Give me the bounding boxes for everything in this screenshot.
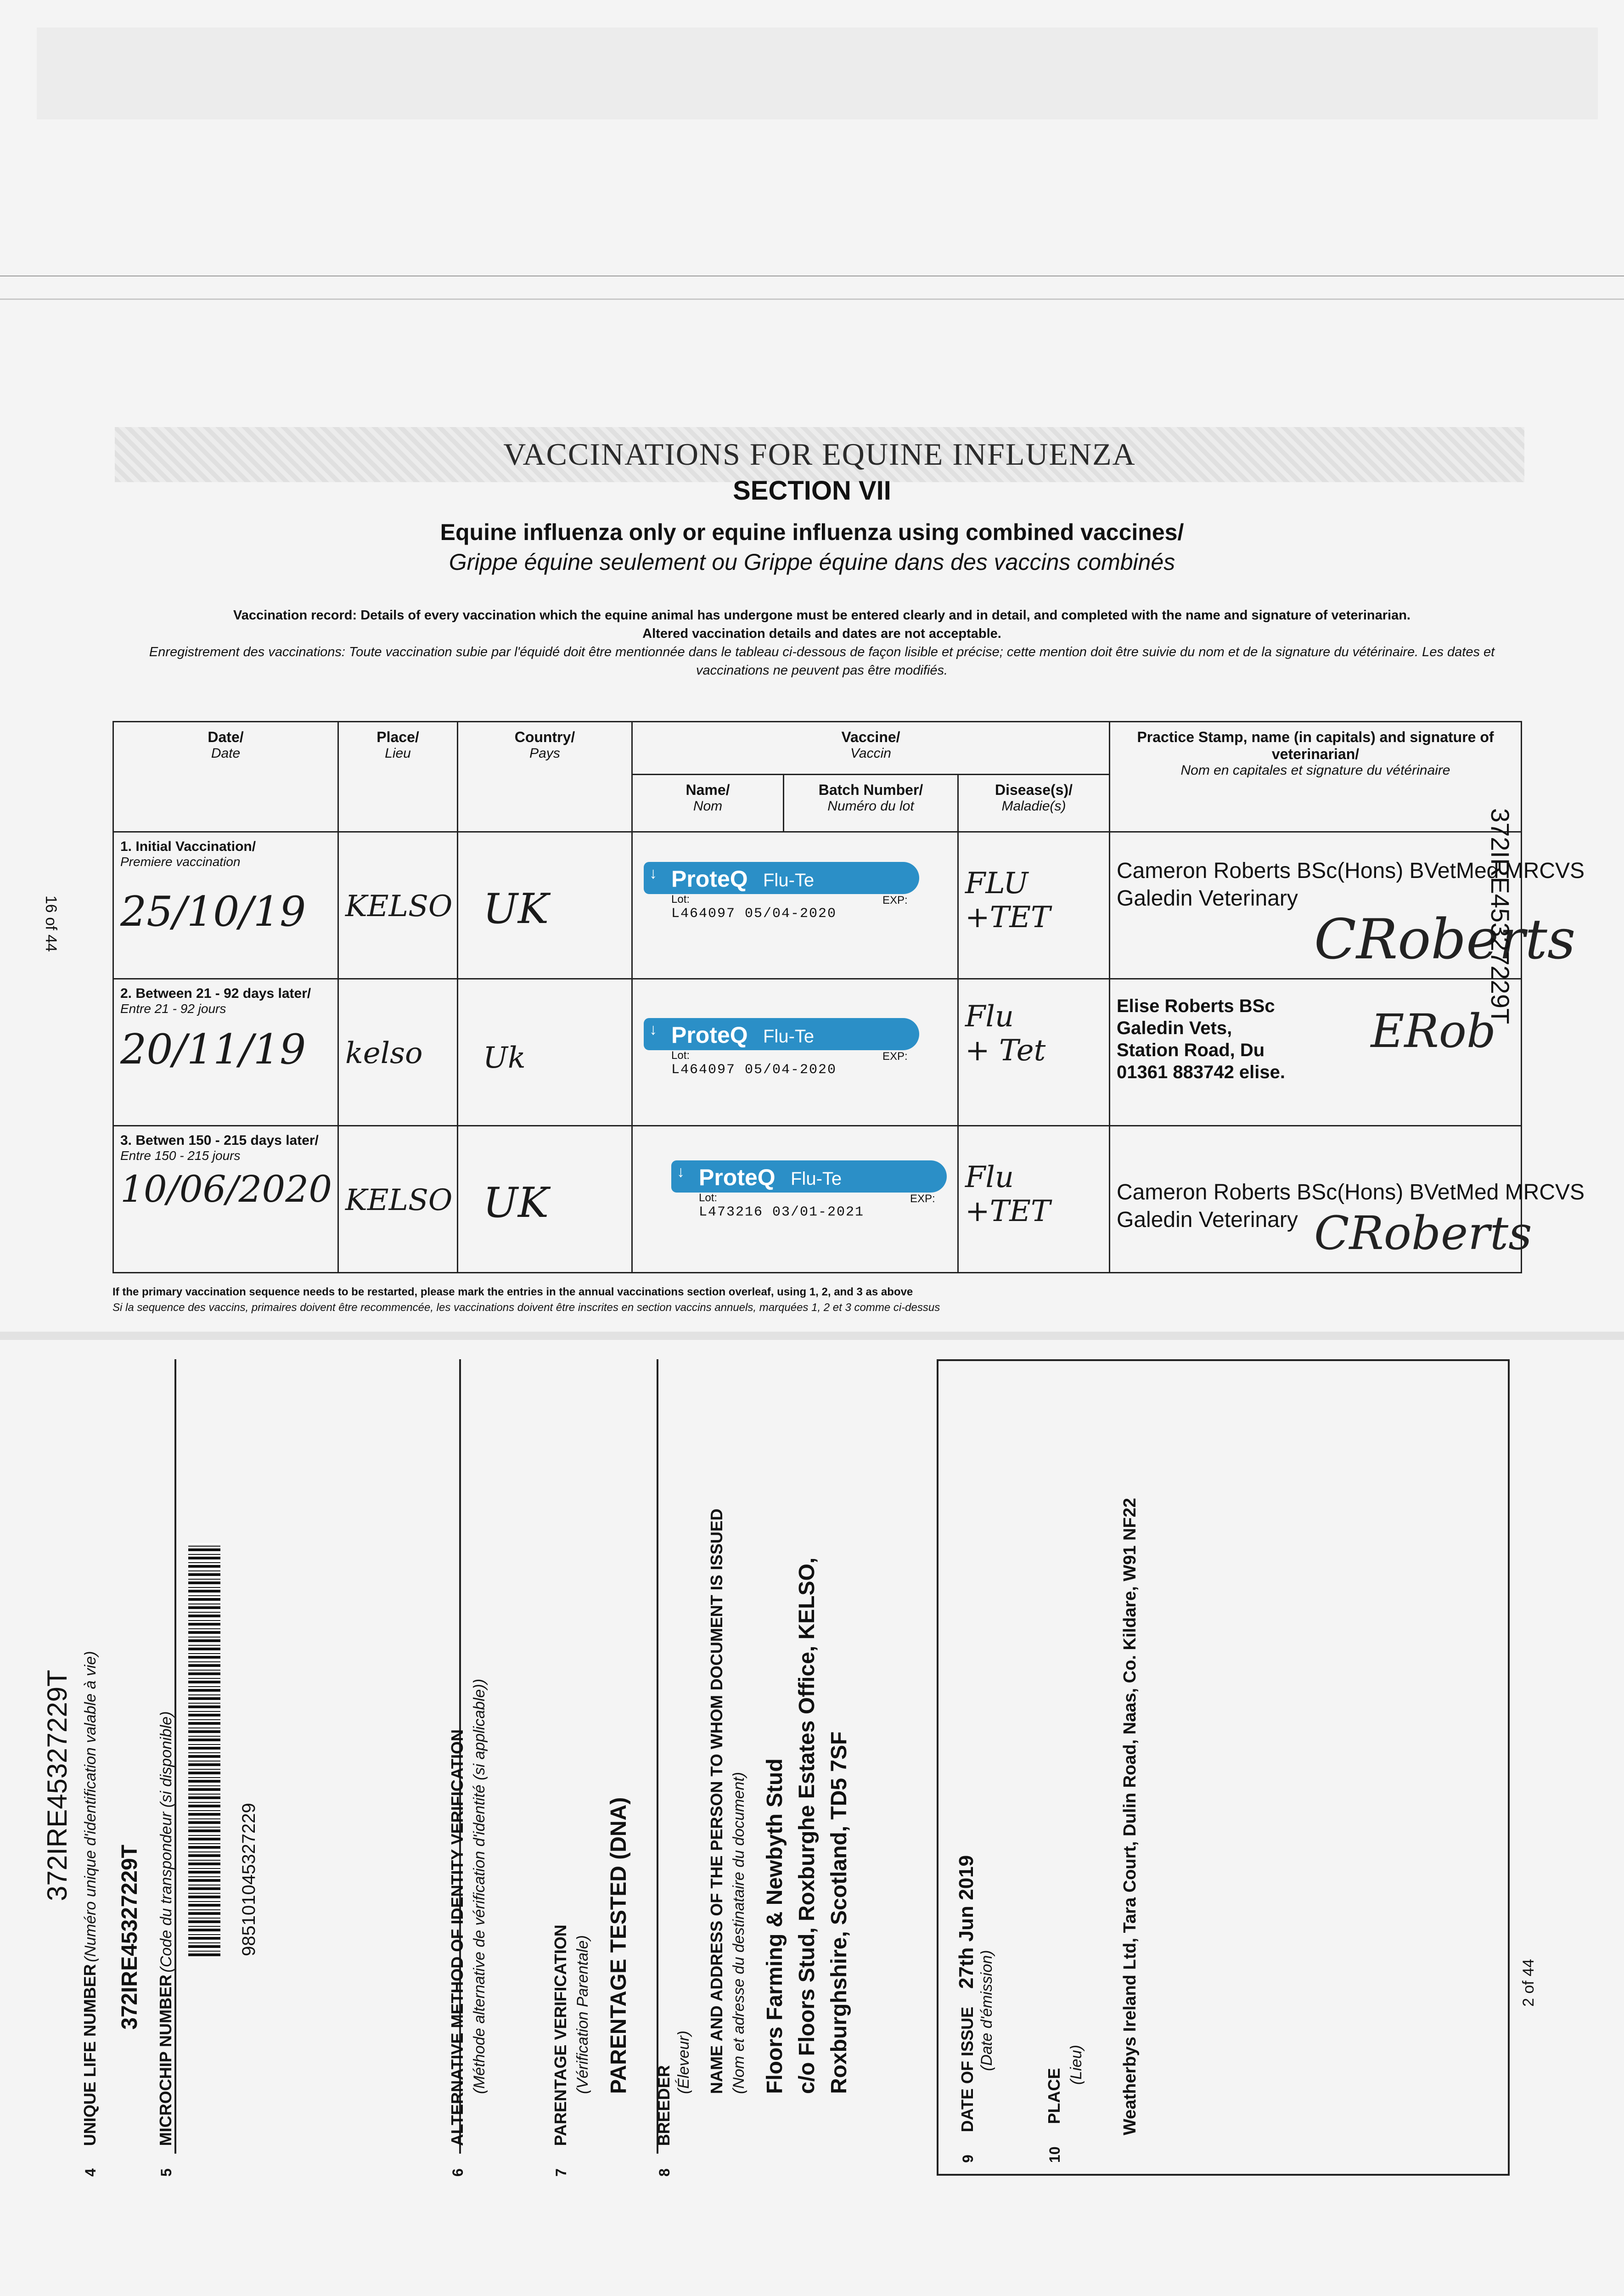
vaccine-sticker-cell — [632, 832, 958, 979]
stamp-cell — [1110, 1126, 1585, 1273]
handwritten-disease: Flu — [965, 1160, 1014, 1194]
vet-stamp-practice: Galedin Veterinary — [1117, 1208, 1298, 1232]
row-label-fr: Entre 150 - 215 jours — [120, 1148, 241, 1163]
footnote-fr: Si la sequence des vaccins, primaires doivent être recommencée, les vaccinations doivent être inscrites en section vaccins annuels, marquées 1, 2 et 3 comme ci-dessus — [112, 1301, 940, 1314]
field-label: PARENTAGE VERIFICATION — [551, 1925, 570, 2146]
microchip-barcode — [188, 1543, 220, 1956]
field-label-fr: (Lieu) — [1068, 2045, 1085, 2085]
sticker-product: Flu-Te — [763, 870, 815, 890]
row-date-cell — [113, 832, 338, 979]
place-cell — [338, 1126, 458, 1273]
section-title: SECTION VII — [733, 476, 891, 506]
field-label: DATE OF ISSUE — [958, 2006, 977, 2133]
record-note-line: Vaccination record: Details of every vaccination which the equine animal has undergone must be entered clearly and in detail, and completed with the name and signature of veterinarian. — [233, 608, 1410, 623]
issued-to-label-fr: (Nom et adresse du destinataire du document) — [730, 1772, 747, 2094]
vet-stamp-phone: 01361 883742 elise. — [1117, 1062, 1286, 1082]
handwritten-place: KELSO — [345, 1183, 453, 1217]
row-label-fr: Premiere vaccination — [120, 855, 241, 869]
field-divider — [657, 1359, 658, 2154]
table-row — [113, 979, 1522, 1126]
handwritten-disease: FLU — [965, 867, 1028, 900]
unique-life-number-top: 372IRE45327229T — [42, 1670, 73, 1901]
vet-stamp-practice: Galedin Veterinary — [1117, 886, 1298, 911]
country-cell — [458, 979, 632, 1126]
header-batch: Batch Number/ Numéro du lot — [784, 775, 958, 832]
sticker-arrow-icon: ↓ — [677, 1163, 685, 1181]
row-date-cell — [113, 1126, 338, 1273]
vet-stamp-name: Cameron Roberts BSc(Hons) BVetMed MRCVS — [1117, 859, 1585, 883]
sticker-exp-label: EXP: — [910, 1193, 935, 1205]
field-number: 9 — [960, 2155, 976, 2163]
vaccination-table — [112, 721, 1585, 1273]
handwritten-date: 25/10/19 — [120, 888, 306, 936]
sticker-lot-label: Lot: — [699, 1192, 718, 1204]
scan-shadow — [37, 28, 1598, 119]
row-label: 1. Initial Vaccination/ — [120, 839, 256, 854]
record-note-line: Altered vaccination details and dates are not acceptable. — [642, 626, 1001, 641]
footnote-en: If the primary vaccination sequence needs to be restarted, please mark the entries in the annual vaccinations section overleaf, using 1, 2, and 3 as above — [112, 1286, 913, 1298]
sticker-lot-value: L464097 05/04-2020 — [671, 906, 837, 922]
header-disease: Disease(s)/ Maladie(s) — [958, 775, 1110, 832]
disease-cell — [958, 1126, 1110, 1273]
unique-life-number: 372IRE45327229T — [118, 1845, 142, 2030]
disease-cell — [958, 832, 1110, 979]
sticker-brand: ProteQ — [671, 866, 748, 892]
handwritten-date: 20/11/19 — [120, 1025, 306, 1074]
issue-box — [937, 1359, 1510, 2176]
owner-name: Floors Farming & Newbyth Stud — [763, 1758, 787, 2094]
microchip-number: 985101045327229 — [239, 1803, 259, 1956]
record-note-en — [119, 606, 1524, 643]
field-label-fr: (Date d'émission) — [978, 1950, 995, 2071]
sticker-arrow-icon: ↓ — [649, 865, 657, 882]
header-vaccine-name: Name/ Nom — [632, 775, 784, 832]
vaccine-sticker — [644, 862, 924, 922]
handwritten-country: UK — [483, 1179, 549, 1227]
sticker-product: Flu-Te — [763, 1026, 815, 1047]
place-cell — [338, 832, 458, 979]
place-cell — [338, 979, 458, 1126]
field-number: 4 — [82, 2168, 99, 2177]
row-label: 2. Between 21 - 92 days later/ — [120, 986, 311, 1001]
field-label-fr: (Méthode alternative de vérification d'identité (si applicable)) — [471, 1678, 488, 2094]
field-label-fr: (Code du transpondeur (si disponible) — [157, 1711, 175, 1973]
field-number: 7 — [553, 2168, 569, 2177]
country-cell — [458, 832, 632, 979]
place-of-issue: Weatherbys Ireland Ltd, Tara Court, Dulin Road, Naas, Co. Kildare, W91 NF22 — [1120, 1498, 1140, 2135]
owner-address-line: Roxburghshire, Scotland, TD5 7SF — [827, 1731, 851, 2094]
country-cell — [458, 1126, 632, 1273]
sticker-arrow-icon: ↓ — [649, 1021, 657, 1038]
handwritten-country: Uk — [483, 1041, 526, 1075]
handwritten-place: kelso — [345, 1036, 423, 1070]
sticker-exp-label: EXP: — [882, 1050, 908, 1063]
vaccine-sticker-cell — [632, 1126, 958, 1273]
field-label-fr: (Numéro unique d'identification valable à vie) — [82, 1651, 99, 1962]
vaccine-sticker — [671, 1160, 951, 1220]
side-id-number: 372IRE45327229T — [1486, 808, 1515, 1024]
sticker-lot-label: Lot: — [671, 893, 690, 906]
page-number-top: 16 of 44 — [42, 895, 60, 952]
table-row — [113, 1126, 1522, 1273]
page-edge — [0, 298, 1624, 300]
vaccine-sticker — [644, 1018, 924, 1078]
field-label: BREEDER — [654, 2065, 673, 2146]
handwritten-country: UK — [483, 885, 549, 933]
page-fold — [0, 1332, 1624, 1340]
handwritten-date: 10/06/2020 — [120, 1168, 332, 1210]
field-label: PLACE — [1045, 2068, 1063, 2124]
field-label: ALTERNATIVE METHOD OF IDENTITY VERIFICATION — [448, 1729, 466, 2146]
vet-signature: CRoberts — [1314, 1206, 1532, 1260]
issued-to-label: NAME AND ADDRESS OF THE PERSON TO WHOM DOCUMENT IS ISSUED — [707, 1508, 726, 2094]
disease-cell — [958, 979, 1110, 1126]
vet-signature: CRoberts — [1314, 908, 1576, 972]
sticker-lot-value: L464097 05/04-2020 — [671, 1062, 837, 1078]
sticker-brand: ProteQ — [699, 1165, 775, 1190]
issue-date: 27th Jun 2019 — [955, 1855, 978, 1989]
field-label: UNIQUE LIFE NUMBER — [80, 1964, 99, 2146]
subtitle-fr: Grippe équine seulement ou Grippe équine dans des vaccins combinés — [449, 549, 1175, 575]
row-label-fr: Entre 21 - 92 jours — [120, 1002, 226, 1016]
row-label: 3. Betwen 150 - 215 days later/ — [120, 1133, 319, 1148]
handwritten-disease: Flu — [965, 1000, 1014, 1034]
sticker-brand: ProteQ — [671, 1022, 748, 1048]
sticker-exp-label: EXP: — [882, 894, 908, 906]
table-row — [113, 832, 1522, 979]
parentage-value: PARENTAGE TESTED (DNA) — [607, 1797, 631, 2094]
field-label-fr: (Vérification Parentale) — [574, 1935, 591, 2094]
header-country: Country/ Pays — [458, 722, 632, 832]
vet-stamp-name: Elise Roberts BSc — [1117, 996, 1275, 1016]
record-note-fr: Enregistrement des vaccinations: Toute vaccination subie par l'équidé doit être mentionnée dans le tableau ci-dessous de façon lisible et précise; cette mention doit être suivie du nom et de la signature du vétérinaire. Les dates et vaccinations ne peuvent pas être modifiés. — [149, 645, 1495, 678]
stamp-cell — [1110, 979, 1522, 1126]
handwritten-disease: + Tet — [965, 1034, 1046, 1068]
sticker-lot-label: Lot: — [671, 1049, 690, 1062]
handwritten-place: KELSO — [345, 889, 453, 923]
field-number: 6 — [450, 2168, 466, 2177]
banner — [115, 427, 1524, 482]
sticker-product: Flu-Te — [791, 1169, 842, 1189]
vaccine-sticker-cell — [632, 979, 958, 1126]
vet-signature: ERob — [1371, 1004, 1496, 1058]
header-stamp: Practice Stamp, name (in capitals) and signature of veterinarian/ Nom en capitales et signature du vétérinaire — [1110, 722, 1522, 832]
field-label-fr: (Éleveur) — [675, 2031, 692, 2094]
field-number: 8 — [656, 2168, 673, 2177]
header-vaccine: Vaccine/ Vaccin — [632, 722, 1110, 775]
banner-title: VACCINATIONS FOR EQUINE INFLUENZA — [503, 437, 1136, 472]
handwritten-disease: +TET — [965, 1194, 1051, 1228]
page-number-bottom: 2 of 44 — [1520, 1959, 1537, 2007]
handwritten-disease: +TET — [965, 900, 1051, 934]
field-label: MICROCHIP NUMBER — [156, 1974, 175, 2146]
stamp-cell — [1110, 832, 1585, 979]
row-date-cell — [113, 979, 338, 1126]
owner-address-line: c/o Floors Stud, Roxburghe Estates Office, KELSO, — [795, 1557, 819, 2094]
header-place: Place/ Lieu — [338, 722, 458, 832]
field-number: 5 — [158, 2168, 174, 2177]
subtitle-en: Equine influenza only or equine influenza using combined vaccines/ — [440, 519, 1184, 545]
field-number: 10 — [1046, 2146, 1063, 2163]
header-date: Date/ Date — [113, 722, 338, 832]
sticker-lot-value: L473216 03/01-2021 — [699, 1204, 865, 1220]
vet-stamp-address: Station Road, Du — [1117, 1040, 1265, 1060]
vet-stamp-name: Cameron Roberts BSc(Hons) BVetMed MRCVS — [1117, 1180, 1585, 1204]
vet-stamp-practice: Galedin Vets, — [1117, 1018, 1232, 1038]
